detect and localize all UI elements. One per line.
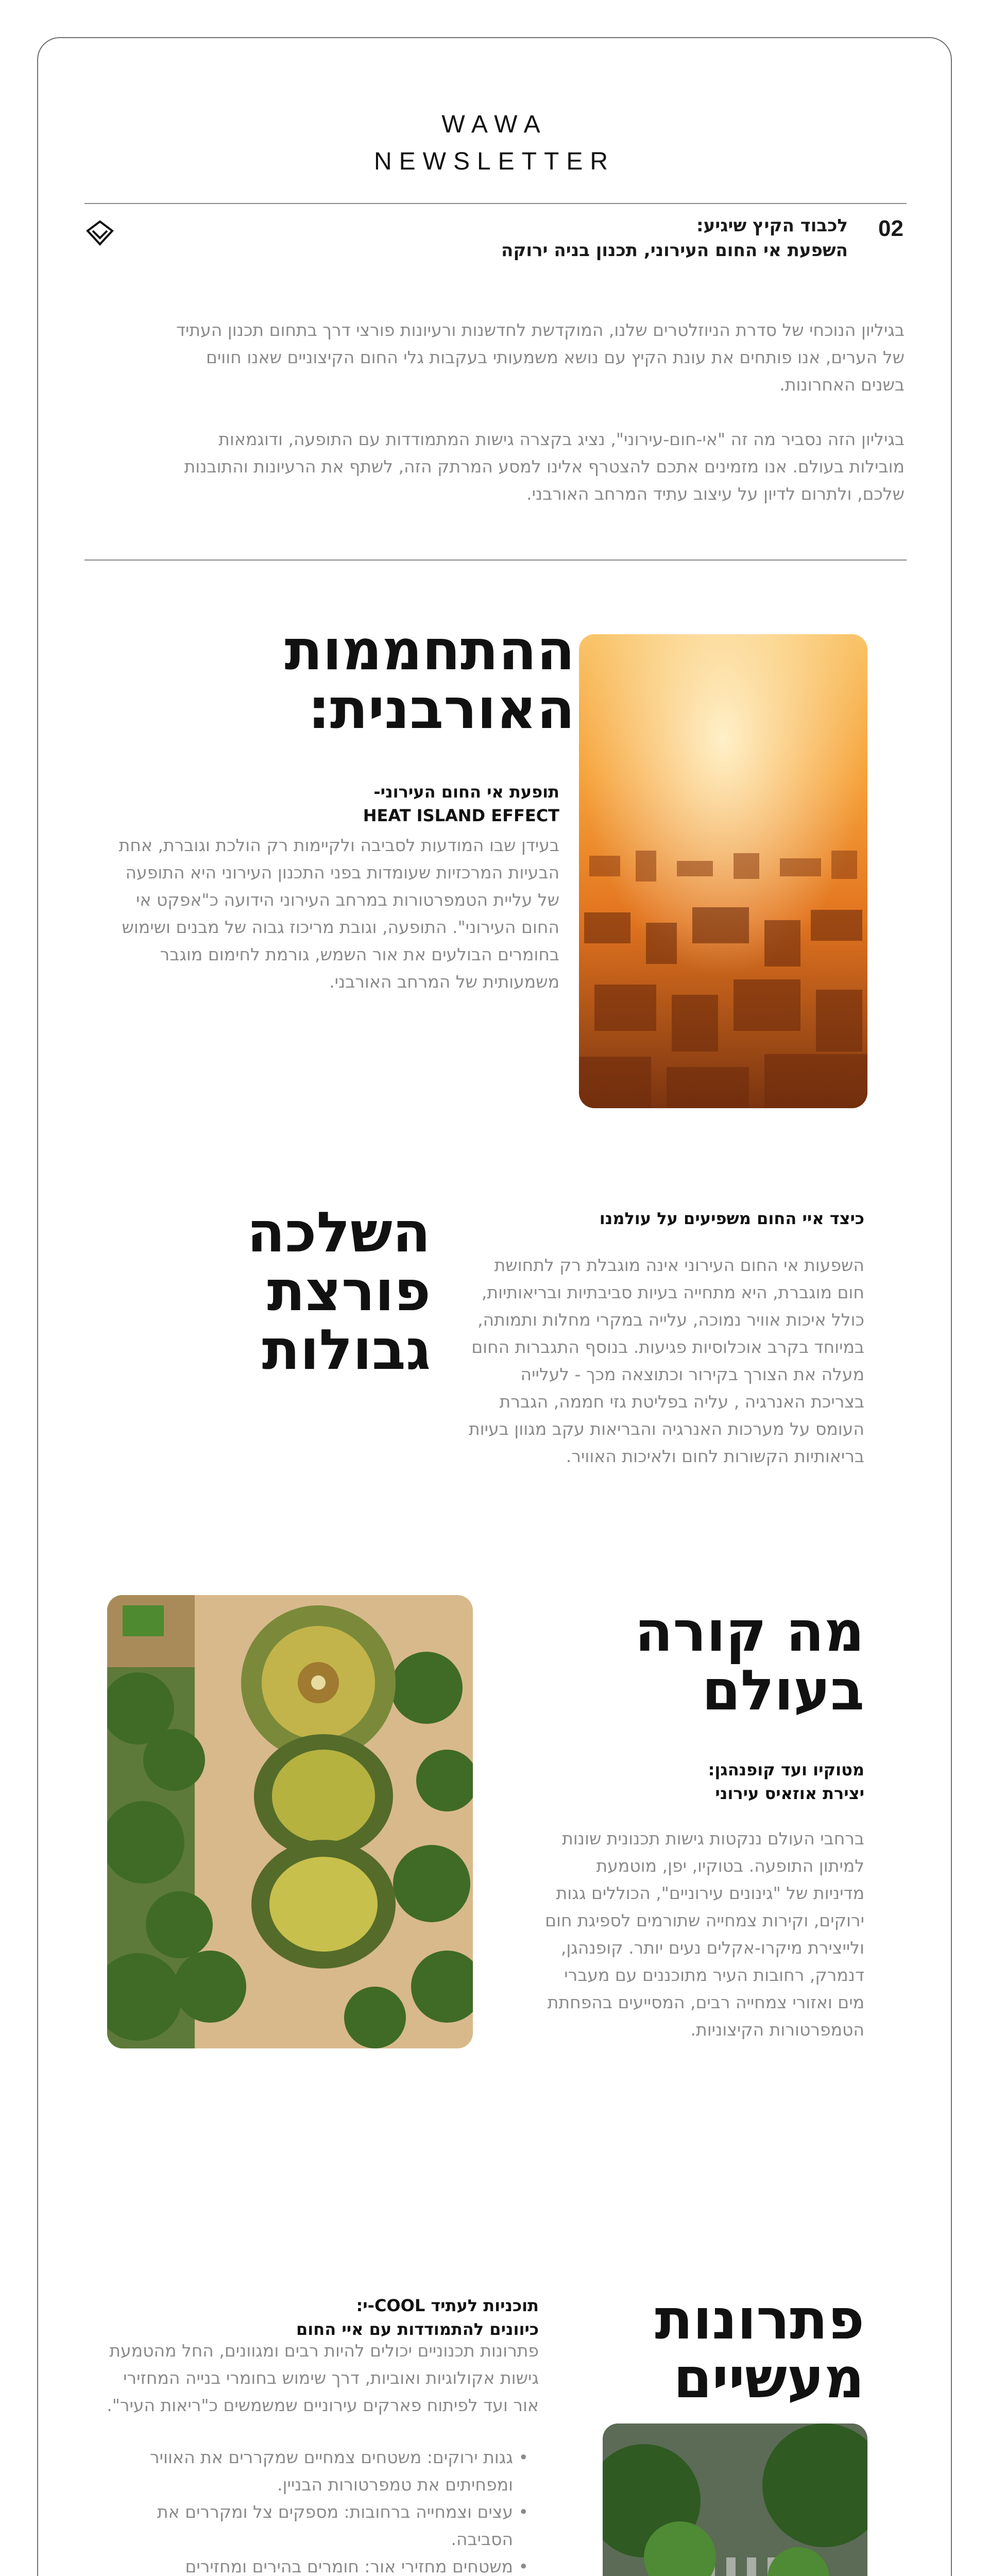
issue-title — [281, 213, 848, 263]
wawa-diamond-icon — [84, 218, 115, 247]
section4-body — [106, 2337, 539, 2576]
section4-title — [576, 2287, 864, 2411]
list-item: • משטחים מחזירי אור: חומרים בהירים ומחזירים — [106, 2553, 528, 2576]
section4-subtitle-line: תוכניות לעתיד COOL-י: — [356, 2296, 539, 2315]
issue-title-line1: לכבוד הקיץ שיגיע: — [696, 215, 848, 236]
section3-subtitle-line: יצירת אוזאיס עירוני — [715, 1784, 864, 1803]
header-divider — [84, 203, 907, 204]
section3-body: ברחבי העולם ננקטות גישות תכנונית שונות למיתון התופעה. בטוקיו, יפן, מוטמעת מדיניות של "גינונים עירוניים", הכוללים גגות ירוקים, וקירות צמחייה שתורמים לספיגת חום ולייצירת מיקרו-אקלים נעים יותר. קופנהגן, דנמרק, רחובות העיר מתוכננים עם מעברי מים ואזורי צמחייה רבים, המסייעים בהפחתת הטמפרטורות הקיצוניות. — [545, 1828, 864, 2040]
green-wall-building-photo — [603, 2424, 867, 2576]
section4-intro: פתרונות תכנוניים יכולים להיות רבים ומגוונים, החל מהטמעת גישות אקולוגיות ואוביות, דרך שימוש בחומרי בנייה המחזירי אור ועד לפיתוח פארקים עירוניים שמשמשים כ"ריאות העיר". — [107, 2341, 539, 2415]
section3-subtitle-line: מטוקיו ועד קופנהגן: — [708, 1760, 864, 1780]
section1-title-line: האורבנית: — [308, 677, 575, 741]
urban-heat-photo — [579, 634, 867, 1108]
newsletter-label: NEWSLETTER — [373, 148, 616, 175]
intro-text — [173, 316, 905, 507]
section4-title-line: מעשיים — [673, 2346, 864, 2411]
list-item: • גגות ירוקים: משטחים צמחיים שמקררים את האוויר ומפחיתים את טמפרטורות הבניין. — [106, 2444, 528, 2498]
section1-title-line: ההתחממות — [284, 618, 575, 683]
section2-title — [194, 1200, 431, 1382]
section1-subtitle-line: תופעת אי החום העירוני- — [373, 782, 559, 802]
section3-subtitle — [555, 1758, 864, 1805]
city-park-aerial-photo — [107, 1595, 473, 2048]
solutions-list — [106, 2444, 528, 2576]
section2-body: השפעות אי החום העירוני אינה מוגבלת רק לתחושת חום מוגברת, היא מתחייה בעיות סביבתיות ובריאותיות, כולל איכות אוויר נמוכה, עלייה במקרי מחלות ותמותה, במיוחד בקרב אוכלוסיות פגיעות. בנוסף התגברות החום מעלה את הצורך בקירור וכתוצאה מכך - לעלייה בצריכת האנרגיה , עליה בפליטת גזי חממה, הגברת העומס על מערכות האנרגיה והבריאות עקב מגוון בעיות בריאותיות הקשורות לחום ולאיכות האוויר. — [468, 1255, 864, 1466]
section3-title-line: בעולם — [702, 1658, 864, 1723]
section2-title-line: פורצת — [267, 1259, 431, 1324]
section1-subtitle — [199, 780, 559, 827]
issue-title-line2: השפעת אי החום העירוני, תכנון בניה ירוקה — [501, 240, 848, 261]
section1-title — [194, 618, 575, 741]
section1-body: בעידן שבו המודעות לסביבה ולקיימות רק הולכת וגוברת, אחת הבעיות המרכזיות שעומדות בפני התכנון העירוני היא התופעה של עליית הטמפרטורות במרחב העירוני הידועה כ"אפקט אי החום העירוני". התופעה, וגובת מריכוז גבוה של מבנים ושימוש בחומרים הבולעים את אור השמש, גורמת לחימום מוגבר משמעותית של המרחב האורבני. — [118, 835, 559, 992]
section3-title-line: מה קורה — [635, 1600, 864, 1664]
section4-subtitle-line: כיוונים להתמודדות עם איי החום — [296, 2319, 539, 2339]
brand-title: WAWA — [441, 111, 548, 138]
section1-subtitle-line: HEAT ISLAND EFFECT — [363, 806, 559, 825]
section4-subtitle — [147, 2294, 539, 2341]
section2-subtitle: כיצד איי החום משפיעים על עולמנו — [599, 1209, 864, 1228]
list-item: • עצים וצמחייה ברחובות: מספקים צל ומקררים את הסביבה. — [106, 2498, 528, 2553]
intro-paragraph: בגיליון הנוכחי של סדרת הניוזלטרים שלנו, המוקדשת לחדשנות ורעיונות פורצי דרך בתחום תכנון העתיד של הערים, אנו פותחים את עונת הקיץ עם נושא משמעותי בעקבות גלי החום הקיצוניים שאנו חווים בשנים האחרונות. — [176, 320, 905, 395]
issue-number: 02 — [878, 216, 903, 241]
section4-title-line: פתרונות — [655, 2287, 864, 2352]
intro-paragraph: בגיליון הזה נסביר מה זה "אי-חום-עירוני", נציג בקצרה גישות המתמודדות עם התופעה, ודוגמאות מובילות בעולם. אנו מזמינים אתכם להצטרף אלינו למסע המרתק הזה, לשתף את הרעיונות והתובנות שלכם, ולתרום לדיון על עיצוב עתיד המרחב האורבני. — [184, 429, 905, 504]
newsletter-card — [37, 37, 952, 2576]
section-divider — [84, 560, 907, 561]
section2-title-line: גבולות — [262, 1318, 431, 1382]
section2-title-line: השלכה — [247, 1200, 431, 1265]
section3-title — [555, 1600, 864, 1723]
